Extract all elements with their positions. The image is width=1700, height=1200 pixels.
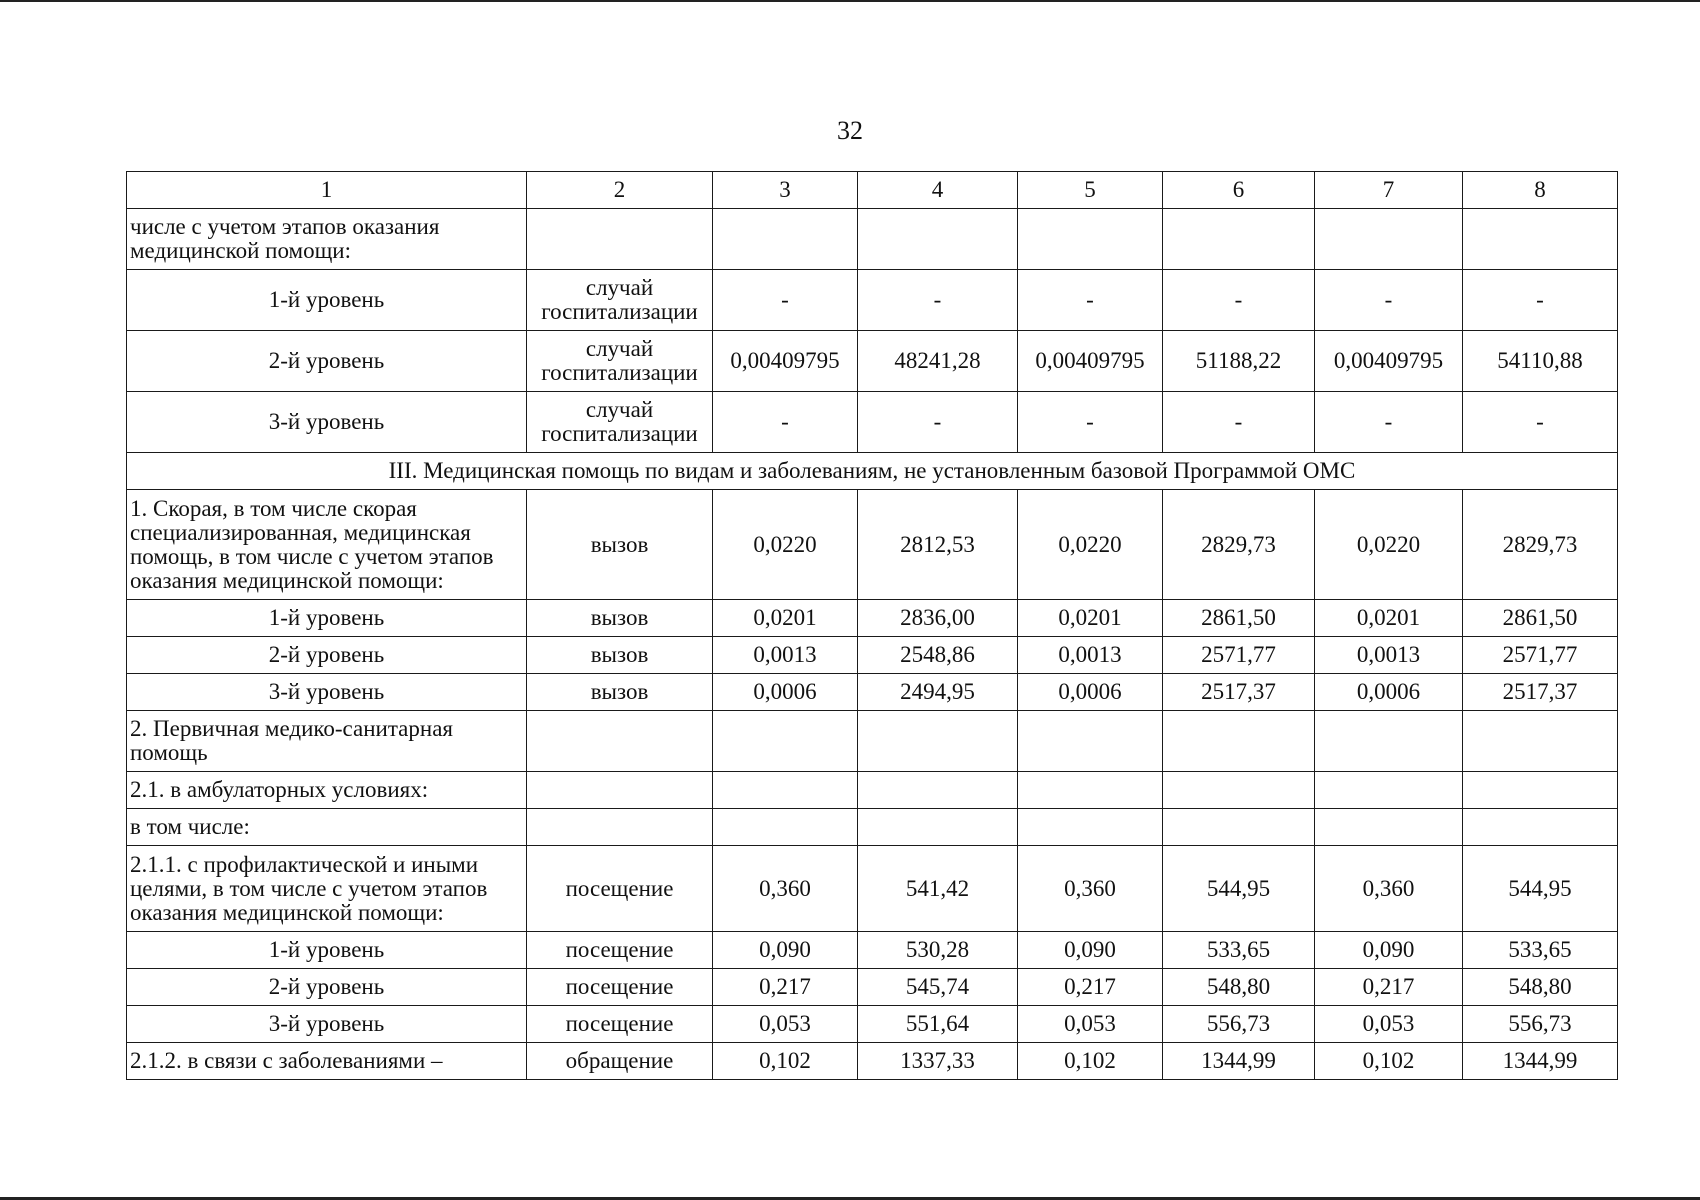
column-number: 6: [1163, 172, 1315, 209]
value-cell: 530,28: [858, 932, 1018, 969]
row-label: 1-й уровень: [127, 600, 527, 637]
value-cell: 0,0201: [713, 600, 858, 637]
value-cell: [1163, 809, 1315, 846]
column-number: 2: [527, 172, 713, 209]
unit-cell: вызов: [527, 637, 713, 674]
row-label: 3-й уровень: [127, 1006, 527, 1043]
value-cell: 544,95: [1463, 846, 1618, 932]
column-number: 3: [713, 172, 858, 209]
value-cell: [1463, 772, 1618, 809]
value-cell: [1018, 809, 1163, 846]
value-cell: 0,0220: [1315, 490, 1463, 600]
unit-cell: [527, 711, 713, 772]
unit-cell: [527, 209, 713, 270]
table-row: [127, 1043, 1618, 1080]
value-cell: 2829,73: [1463, 490, 1618, 600]
table-row: [127, 674, 1618, 711]
value-cell: 548,80: [1463, 969, 1618, 1006]
value-cell: [1463, 711, 1618, 772]
table-row: [127, 772, 1618, 809]
value-cell: 0,0013: [1018, 637, 1163, 674]
value-cell: 0,090: [1018, 932, 1163, 969]
column-number: 7: [1315, 172, 1463, 209]
value-cell: 0,102: [713, 1043, 858, 1080]
column-number-row: [127, 172, 1618, 209]
table-row: [127, 1006, 1618, 1043]
table-row: [127, 932, 1618, 969]
value-cell: -: [1463, 392, 1618, 453]
value-cell: 0,0201: [1315, 600, 1463, 637]
value-cell: [1463, 209, 1618, 270]
value-cell: -: [1315, 270, 1463, 331]
table-row: [127, 209, 1618, 270]
value-cell: 2548,86: [858, 637, 1018, 674]
value-cell: -: [1018, 270, 1163, 331]
row-label: 2.1.1. с профилактической и иными целями, в том числе с учетом этапов оказания медицинской помощи:: [127, 846, 527, 932]
value-cell: 0,217: [713, 969, 858, 1006]
value-cell: 0,360: [713, 846, 858, 932]
value-cell: 2517,37: [1163, 674, 1315, 711]
value-cell: [713, 772, 858, 809]
value-cell: 544,95: [1163, 846, 1315, 932]
row-label: 1-й уровень: [127, 932, 527, 969]
value-cell: [1163, 711, 1315, 772]
value-cell: -: [858, 392, 1018, 453]
value-cell: [1315, 772, 1463, 809]
value-cell: 2571,77: [1463, 637, 1618, 674]
value-cell: 2494,95: [858, 674, 1018, 711]
value-cell: [1018, 711, 1163, 772]
value-cell: 2861,50: [1163, 600, 1315, 637]
value-cell: 2517,37: [1463, 674, 1618, 711]
value-cell: [713, 711, 858, 772]
value-cell: [1163, 772, 1315, 809]
value-cell: 0,0006: [713, 674, 858, 711]
value-cell: 0,090: [713, 932, 858, 969]
value-cell: 0,053: [713, 1006, 858, 1043]
value-cell: [1315, 711, 1463, 772]
value-cell: -: [1163, 270, 1315, 331]
value-cell: 0,0220: [1018, 490, 1163, 600]
table-row: [127, 637, 1618, 674]
value-cell: -: [1315, 392, 1463, 453]
unit-cell: [527, 772, 713, 809]
row-label: 2.1.2. в связи с заболеваниями –: [127, 1043, 527, 1080]
row-label: 2-й уровень: [127, 969, 527, 1006]
table-body: [127, 172, 1618, 1080]
value-cell: -: [713, 270, 858, 331]
value-cell: 1344,99: [1463, 1043, 1618, 1080]
unit-cell: случай госпитализации: [527, 331, 713, 392]
scan-top-edge: [0, 0, 1700, 2]
row-label: в том числе:: [127, 809, 527, 846]
table-row: [127, 490, 1618, 600]
value-cell: [858, 809, 1018, 846]
value-cell: 548,80: [1163, 969, 1315, 1006]
value-cell: 0,0201: [1018, 600, 1163, 637]
value-cell: 0,102: [1018, 1043, 1163, 1080]
value-cell: 533,65: [1463, 932, 1618, 969]
column-number: 1: [127, 172, 527, 209]
row-label: 2-й уровень: [127, 331, 527, 392]
unit-cell: случай госпитализации: [527, 270, 713, 331]
value-cell: 0,360: [1315, 846, 1463, 932]
unit-cell: посещение: [527, 932, 713, 969]
value-cell: 0,0013: [1315, 637, 1463, 674]
page-number: 32: [837, 116, 863, 145]
value-cell: [1018, 772, 1163, 809]
value-cell: 2571,77: [1163, 637, 1315, 674]
unit-cell: посещение: [527, 969, 713, 1006]
table-row: [127, 270, 1618, 331]
unit-cell: случай госпитализации: [527, 392, 713, 453]
value-cell: 541,42: [858, 846, 1018, 932]
value-cell: [1463, 809, 1618, 846]
value-cell: [1018, 209, 1163, 270]
value-cell: -: [713, 392, 858, 453]
value-cell: 0,0006: [1018, 674, 1163, 711]
column-number: 8: [1463, 172, 1618, 209]
unit-cell: [527, 809, 713, 846]
unit-cell: посещение: [527, 846, 713, 932]
value-cell: 545,74: [858, 969, 1018, 1006]
value-cell: [1163, 209, 1315, 270]
value-cell: 1337,33: [858, 1043, 1018, 1080]
value-cell: 0,217: [1315, 969, 1463, 1006]
table-row: [127, 809, 1618, 846]
value-cell: 551,64: [858, 1006, 1018, 1043]
value-cell: -: [1018, 392, 1163, 453]
value-cell: [1315, 809, 1463, 846]
unit-cell: посещение: [527, 1006, 713, 1043]
value-cell: 1344,99: [1163, 1043, 1315, 1080]
value-cell: 0,00409795: [1315, 331, 1463, 392]
unit-cell: обращение: [527, 1043, 713, 1080]
value-cell: -: [1463, 270, 1618, 331]
unit-cell: вызов: [527, 490, 713, 600]
value-cell: 48241,28: [858, 331, 1018, 392]
table-row: [127, 846, 1618, 932]
section-heading: III. Медицинская помощь по видам и заболеваниям, не установленным базовой Программой ОМС: [127, 453, 1618, 490]
value-cell: 54110,88: [1463, 331, 1618, 392]
value-cell: [713, 809, 858, 846]
table-row: [127, 969, 1618, 1006]
table-row: [127, 711, 1618, 772]
column-number: 5: [1018, 172, 1163, 209]
value-cell: 51188,22: [1163, 331, 1315, 392]
unit-cell: вызов: [527, 600, 713, 637]
value-cell: 2836,00: [858, 600, 1018, 637]
table-row: [127, 392, 1618, 453]
table-row: [127, 600, 1618, 637]
value-cell: 0,053: [1018, 1006, 1163, 1043]
value-cell: 0,00409795: [713, 331, 858, 392]
value-cell: 0,217: [1018, 969, 1163, 1006]
value-cell: [858, 209, 1018, 270]
value-cell: [713, 209, 858, 270]
value-cell: [858, 711, 1018, 772]
row-label: 2. Первичная медико-санитарная помощь: [127, 711, 527, 772]
value-cell: 0,090: [1315, 932, 1463, 969]
table-row: [127, 331, 1618, 392]
value-cell: -: [1163, 392, 1315, 453]
row-label: 1-й уровень: [127, 270, 527, 331]
value-cell: 2812,53: [858, 490, 1018, 600]
column-number: 4: [858, 172, 1018, 209]
unit-cell: вызов: [527, 674, 713, 711]
data-table: [126, 171, 1618, 1080]
value-cell: 533,65: [1163, 932, 1315, 969]
row-label: 2-й уровень: [127, 637, 527, 674]
value-cell: 0,360: [1018, 846, 1163, 932]
value-cell: [858, 772, 1018, 809]
row-label: 1. Скорая, в том числе скорая специализированная, медицинская помощь, в том числе с учетом этапов оказания медицинской помощи:: [127, 490, 527, 600]
value-cell: 556,73: [1463, 1006, 1618, 1043]
value-cell: 0,0006: [1315, 674, 1463, 711]
value-cell: 2829,73: [1163, 490, 1315, 600]
row-label: 3-й уровень: [127, 392, 527, 453]
row-label: 2.1. в амбулаторных условиях:: [127, 772, 527, 809]
value-cell: 0,0013: [713, 637, 858, 674]
value-cell: 2861,50: [1463, 600, 1618, 637]
value-cell: 556,73: [1163, 1006, 1315, 1043]
row-label: 3-й уровень: [127, 674, 527, 711]
value-cell: 0,053: [1315, 1006, 1463, 1043]
value-cell: 0,0220: [713, 490, 858, 600]
value-cell: 0,102: [1315, 1043, 1463, 1080]
section-heading-row: [127, 453, 1618, 490]
value-cell: 0,00409795: [1018, 331, 1163, 392]
value-cell: [1315, 209, 1463, 270]
row-label: числе с учетом этапов оказания медицинской помощи:: [127, 209, 527, 270]
value-cell: -: [858, 270, 1018, 331]
